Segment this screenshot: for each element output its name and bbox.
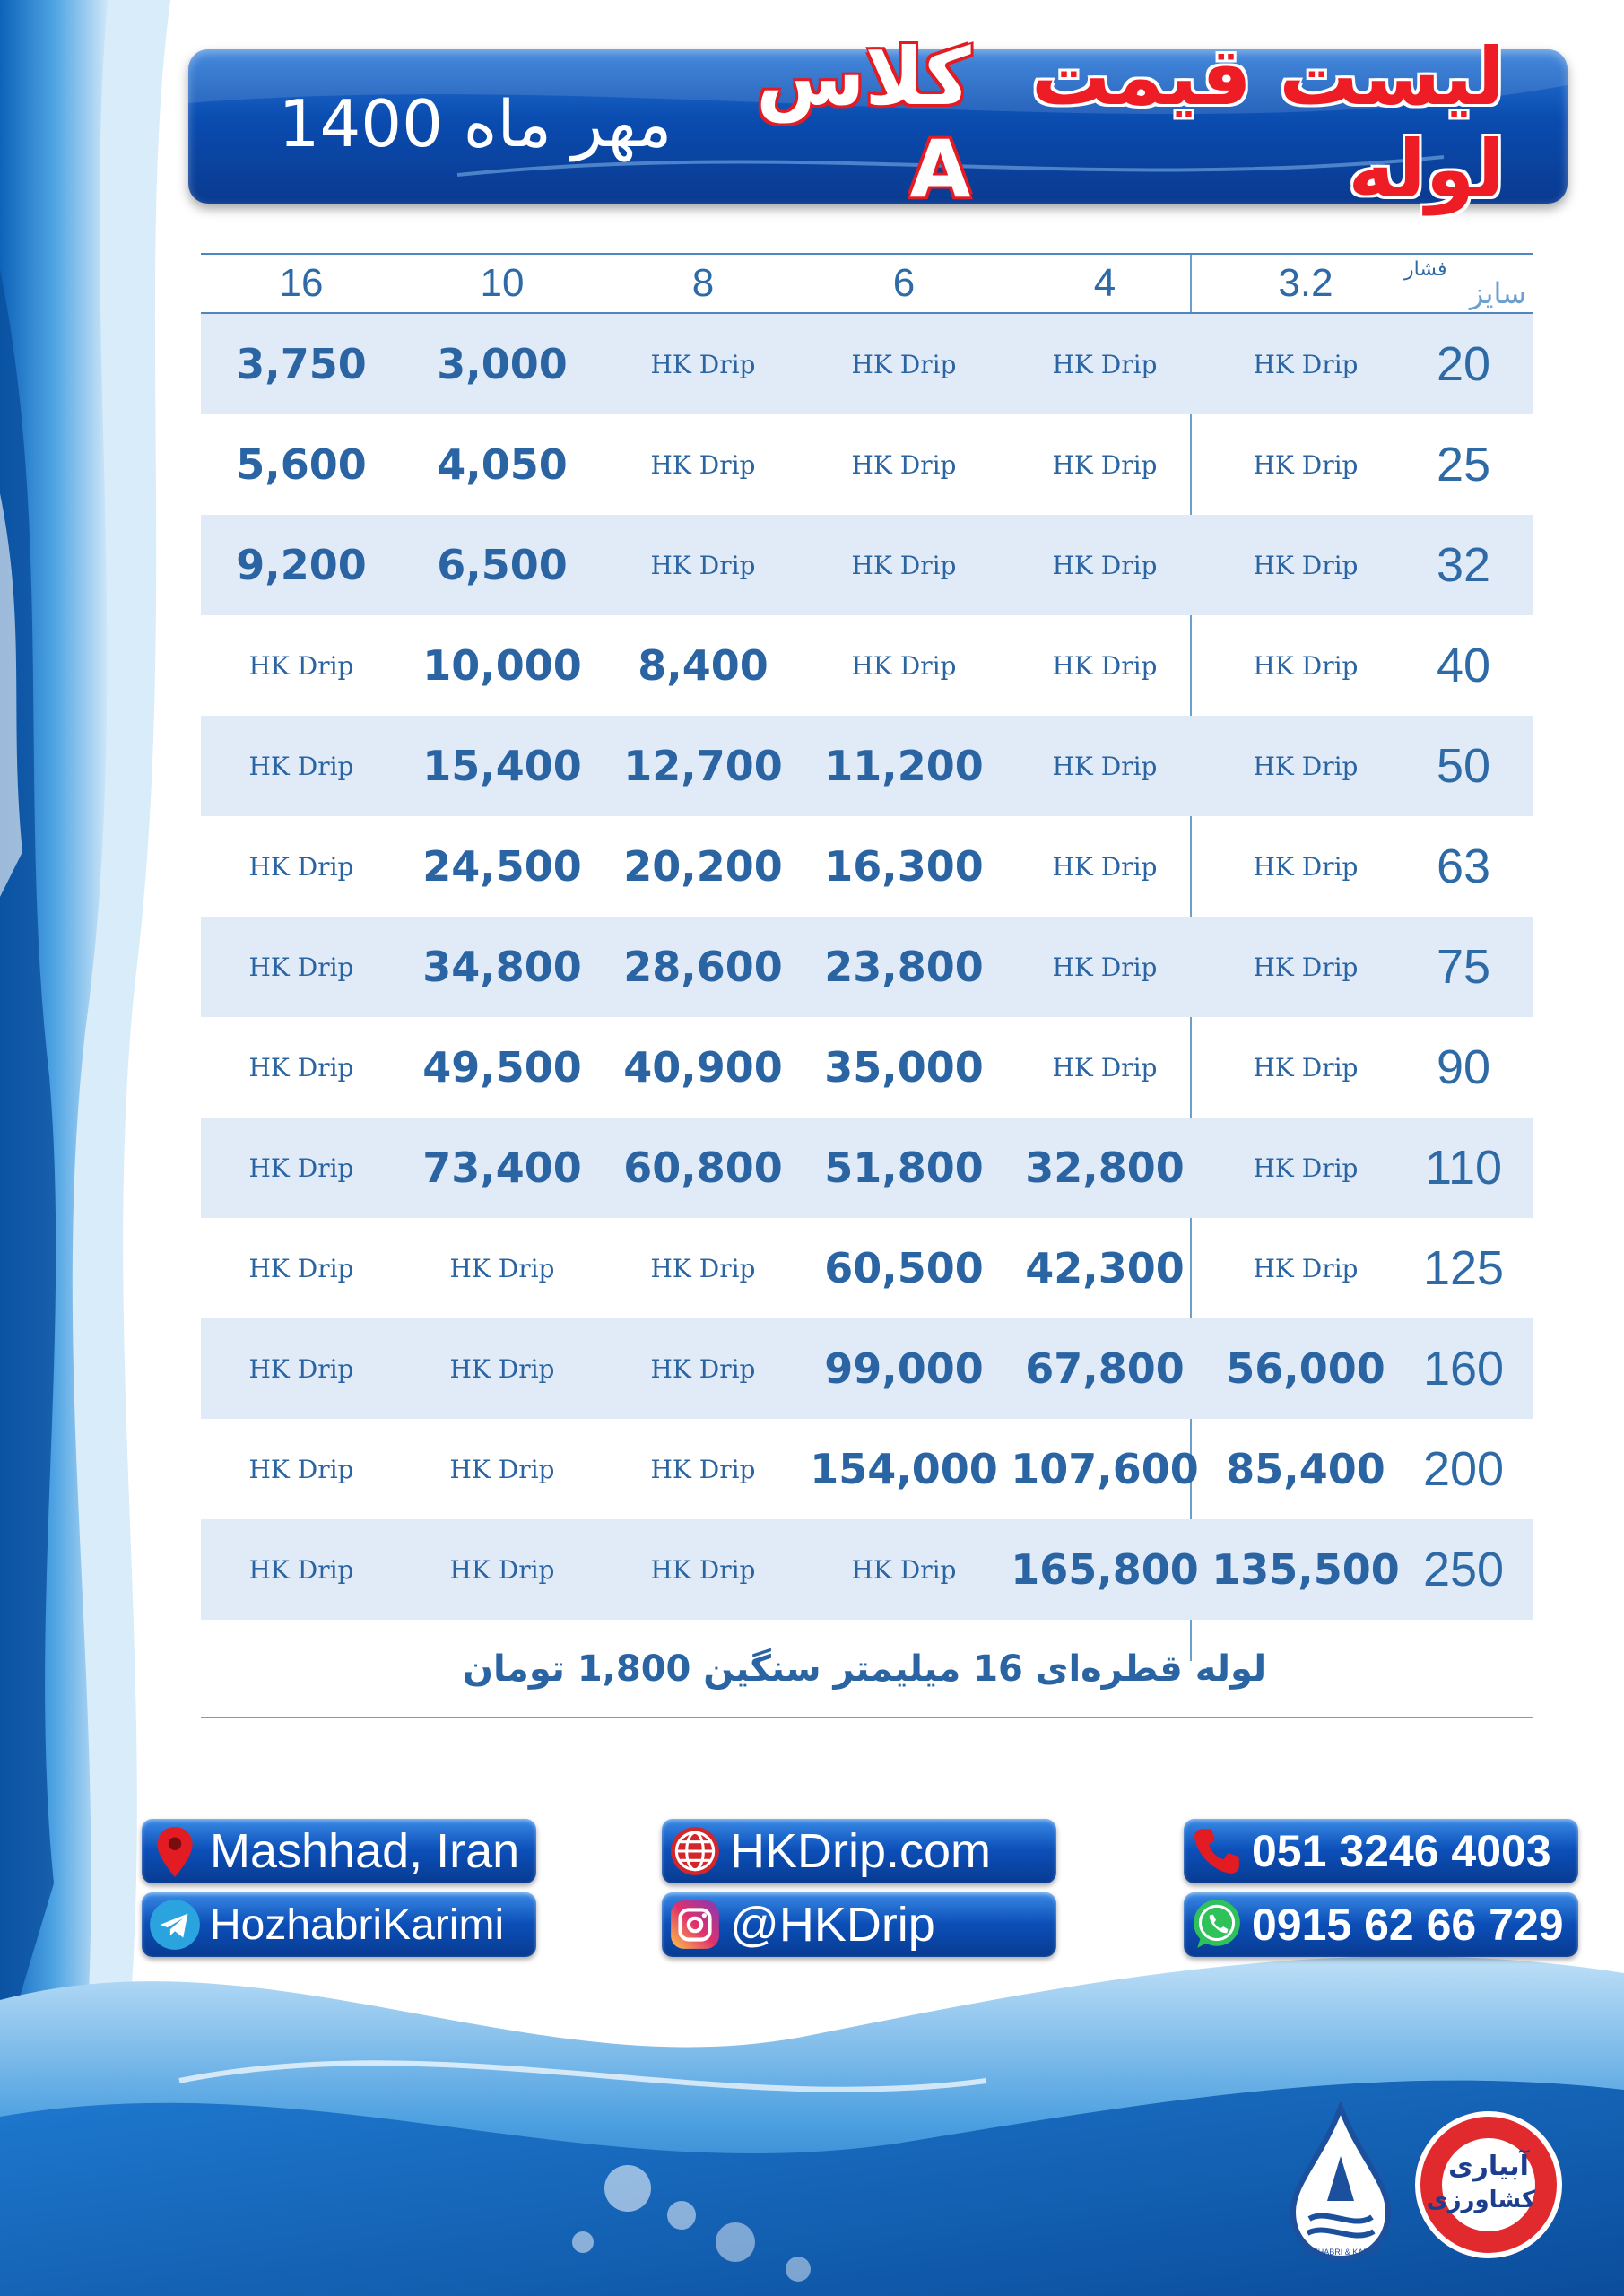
table-row [201, 1118, 1533, 1218]
table-row [201, 414, 1533, 515]
instagram-icon [667, 1897, 723, 1952]
table-body [201, 314, 1533, 1620]
price-cell: 23,800 [824, 943, 984, 991]
table-row [201, 1318, 1533, 1419]
telegram-handle[interactable]: HozhabriKarimi [210, 1900, 505, 1949]
size-cell: 40 [1436, 639, 1491, 692]
header-pressure-6: 6 [892, 261, 916, 305]
price-cell: 10,000 [422, 641, 582, 690]
price-cell-brand: HK Drip [1253, 650, 1359, 681]
price-cell-brand: HK Drip [1253, 1052, 1359, 1083]
header-pressure-10: 10 [480, 261, 525, 305]
price-cell-brand: HK Drip [1052, 952, 1158, 982]
table-row [201, 1419, 1533, 1519]
price-cell: 5,600 [236, 440, 367, 489]
size-cell: 125 [1422, 1241, 1505, 1295]
table-row [201, 1017, 1533, 1118]
telegram-badge[interactable] [142, 1892, 536, 1957]
price-cell: 107,600 [1011, 1445, 1199, 1493]
price-cell: 42,300 [1025, 1244, 1185, 1292]
instagram-handle[interactable]: @HKDrip [730, 1898, 935, 1952]
instagram-badge[interactable] [662, 1892, 1056, 1957]
price-cell-brand: HK Drip [1253, 952, 1359, 982]
price-cell-brand: HK Drip [650, 349, 756, 379]
size-cell: 50 [1436, 739, 1491, 793]
size-cell: 75 [1436, 940, 1491, 994]
price-cell-brand: HK Drip [1052, 449, 1158, 480]
agriculture-irrigation-logo [1415, 2111, 1562, 2258]
map-pin-icon [147, 1823, 203, 1879]
price-cell-brand: HK Drip [248, 751, 354, 781]
price-cell-brand: HK Drip [1253, 1253, 1359, 1283]
price-cell-brand: HK Drip [851, 349, 957, 379]
logo-line2: کشاورزی [1426, 2187, 1535, 2213]
table-row [201, 917, 1533, 1017]
price-cell: 34,800 [422, 943, 582, 991]
price-cell: 56,000 [1226, 1344, 1385, 1393]
price-cell-brand: HK Drip [650, 1353, 756, 1384]
price-cell-brand: HK Drip [1052, 349, 1158, 379]
price-cell: 67,800 [1025, 1344, 1185, 1393]
price-cell-brand: HK Drip [248, 1253, 354, 1283]
price-cell: 35,000 [824, 1043, 984, 1091]
globe-icon [667, 1823, 723, 1879]
website-badge[interactable] [662, 1819, 1056, 1883]
phone-icon [1189, 1823, 1245, 1879]
title-banner [188, 30, 1568, 215]
table-row [201, 615, 1533, 716]
price-cell-brand: HK Drip [449, 1454, 555, 1484]
size-cell: 250 [1422, 1543, 1505, 1596]
price-cell-brand: HK Drip [449, 1554, 555, 1585]
location-badge [142, 1819, 536, 1883]
price-cell-brand: HK Drip [248, 1454, 354, 1484]
website-url[interactable]: HKDrip.com [730, 1824, 992, 1878]
banner-title [734, 30, 1505, 215]
header-pressure-16: 16 [279, 261, 324, 305]
price-cell-brand: HK Drip [248, 650, 354, 681]
price-cell: 135,500 [1211, 1545, 1400, 1594]
price-cell-brand: HK Drip [1052, 650, 1158, 681]
price-cell: 15,400 [422, 742, 582, 790]
price-cell-brand: HK Drip [248, 1554, 354, 1585]
price-cell-brand: HK Drip [1253, 1152, 1359, 1183]
header-corner [1392, 255, 1533, 312]
price-cell: 99,000 [824, 1344, 984, 1393]
price-cell-brand: HK Drip [1052, 1052, 1158, 1083]
header-pressure-3-2: 3.2 [1278, 261, 1333, 305]
price-cell: 60,800 [623, 1144, 783, 1192]
size-cell: 90 [1436, 1040, 1491, 1094]
table-row [201, 1218, 1533, 1318]
whatsapp-badge[interactable] [1184, 1892, 1578, 1957]
price-cell-brand: HK Drip [1253, 550, 1359, 580]
water-drop-logo [1282, 2102, 1399, 2264]
price-cell: 28,600 [623, 943, 783, 991]
logo-line1: آبیاری [1448, 2151, 1529, 2182]
price-cell-brand: HK Drip [1052, 550, 1158, 580]
price-cell-brand: HK Drip [650, 1454, 756, 1484]
price-cell: 16,300 [824, 842, 984, 891]
price-cell: 8,400 [638, 641, 769, 690]
price-cell-brand: HK Drip [650, 550, 756, 580]
price-cell: 11,200 [824, 742, 984, 790]
price-cell-brand: HK Drip [449, 1253, 555, 1283]
drip-pipe-note: لوله قطره‌ای 16 میلیمتر سنگین 1,800 تومان [462, 1648, 1267, 1690]
price-cell-brand: HK Drip [1052, 751, 1158, 781]
price-cell-brand: HK Drip [650, 449, 756, 480]
price-cell-brand: HK Drip [851, 650, 957, 681]
price-cell: 6,500 [437, 541, 568, 589]
corner-pressure-label: فشار [1404, 258, 1447, 281]
price-cell-brand: HK Drip [248, 851, 354, 882]
phone-number[interactable]: 051 3246 4003 [1252, 1826, 1551, 1876]
price-cell-brand: HK Drip [650, 1253, 756, 1283]
price-cell: 51,800 [824, 1144, 984, 1192]
price-cell-brand: HK Drip [1253, 851, 1359, 882]
header-pressure-8: 8 [691, 261, 715, 305]
price-cell: 165,800 [1011, 1545, 1199, 1594]
price-cell-brand: HK Drip [851, 1554, 957, 1585]
price-cell-brand: HK Drip [248, 1152, 354, 1183]
whatsapp-number[interactable]: 0915 62 66 729 [1252, 1900, 1564, 1950]
table-row [201, 716, 1533, 816]
header-pressure-4: 4 [1093, 261, 1116, 305]
price-table [201, 253, 1533, 1620]
size-cell: 32 [1436, 538, 1491, 592]
price-cell: 73,400 [422, 1144, 582, 1192]
telegram-icon [147, 1897, 203, 1952]
price-cell: 85,400 [1226, 1445, 1385, 1493]
price-cell: 4,050 [437, 440, 568, 489]
logo-inner [1426, 2138, 1535, 2231]
price-cell-brand: HK Drip [1253, 349, 1359, 379]
table-row [201, 515, 1533, 615]
price-cell-brand: HK Drip [248, 1052, 354, 1083]
price-cell: 24,500 [422, 842, 582, 891]
corner-size-label: سایز [1469, 276, 1526, 310]
title-price-list: لیست قیمت لوله [1031, 30, 1505, 215]
price-cell: 12,700 [623, 742, 783, 790]
price-cell-brand: HK Drip [449, 1353, 555, 1384]
table-header [201, 253, 1533, 314]
title-class: کلاس A [756, 30, 971, 215]
price-cell: 49,500 [422, 1043, 582, 1091]
price-cell: 40,900 [623, 1043, 783, 1091]
size-cell: 200 [1422, 1442, 1505, 1496]
price-cell-brand: HK Drip [1253, 751, 1359, 781]
location-label: Mashhad, Iran [210, 1824, 520, 1878]
price-cell: 9,200 [236, 541, 367, 589]
table-row [201, 314, 1533, 414]
size-cell: 160 [1422, 1342, 1505, 1396]
price-cell-brand: HK Drip [650, 1554, 756, 1585]
price-cell: 3,000 [437, 340, 568, 388]
price-cell-brand: HK Drip [1253, 449, 1359, 480]
size-cell: 20 [1436, 337, 1491, 391]
price-cell-brand: HK Drip [851, 550, 957, 580]
size-cell: 63 [1436, 839, 1491, 893]
price-cell: 154,000 [810, 1445, 998, 1493]
table-row [201, 816, 1533, 917]
price-cell-brand: HK Drip [1052, 851, 1158, 882]
phone-badge[interactable] [1184, 1819, 1578, 1883]
banner-date: مهر ماه 1400 [278, 86, 673, 161]
price-cell: 3,750 [236, 340, 367, 388]
size-cell: 25 [1436, 438, 1491, 491]
price-cell: 60,500 [824, 1244, 984, 1292]
whatsapp-icon [1189, 1897, 1245, 1952]
table-row [201, 1519, 1533, 1620]
price-cell: 32,800 [1025, 1144, 1185, 1192]
price-cell-brand: HK Drip [248, 1353, 354, 1384]
size-cell: 110 [1424, 1141, 1503, 1195]
table-bottom-line [201, 1717, 1533, 1718]
drop-caption: HOZHABRI & KARIMI [1300, 2248, 1381, 2257]
price-cell-brand: HK Drip [851, 449, 957, 480]
price-cell-brand: HK Drip [248, 952, 354, 982]
price-cell: 20,200 [623, 842, 783, 891]
